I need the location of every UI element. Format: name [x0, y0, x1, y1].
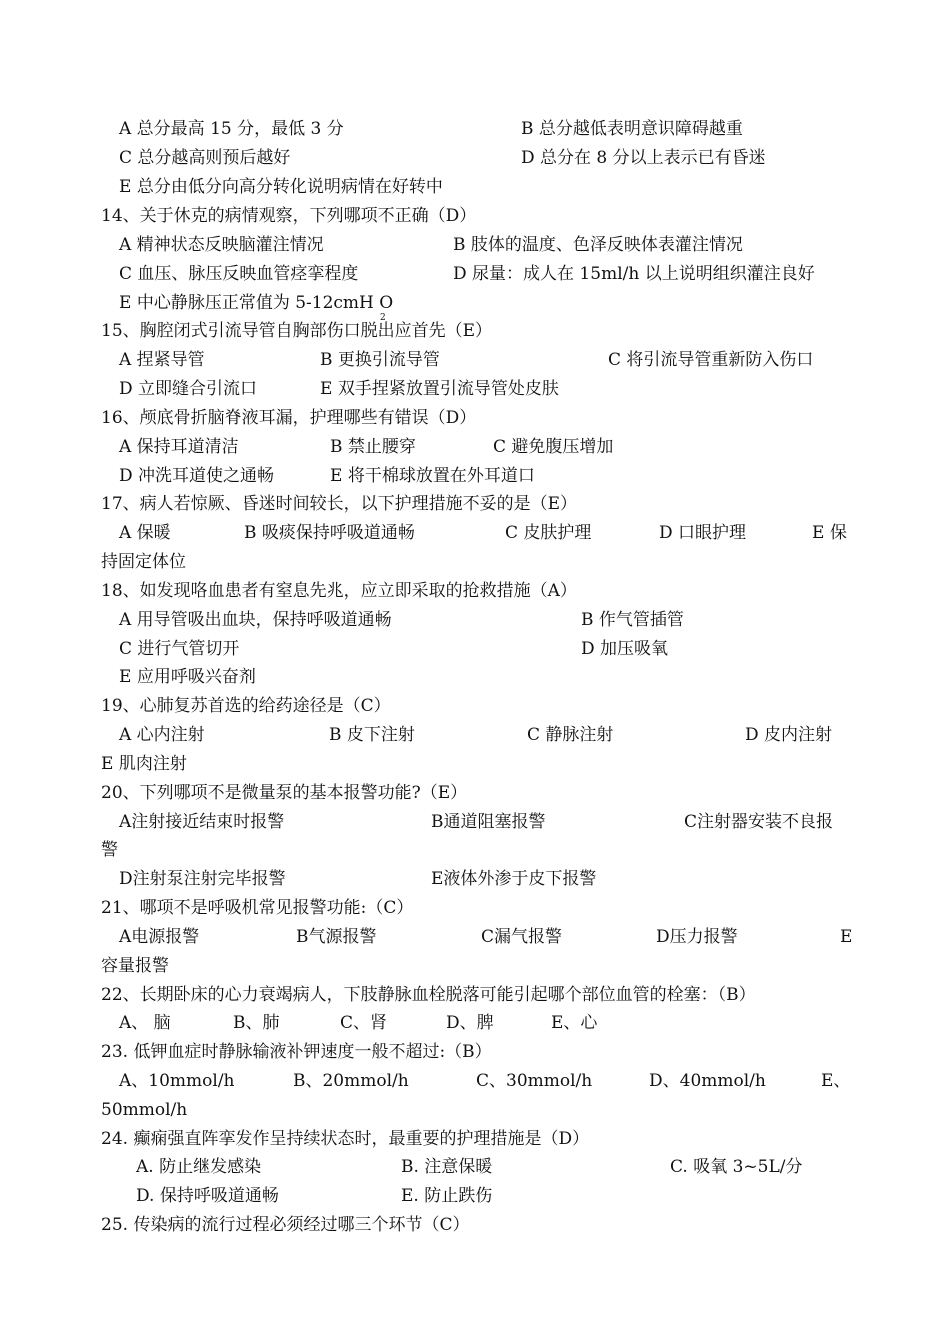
option-line: E. 防止跌伤 [401, 1186, 493, 1206]
option-line: E [840, 927, 853, 947]
option-line: E 将干棉球放置在外耳道口 [330, 466, 535, 486]
option-line: D 立即缝合引流口 [119, 379, 258, 399]
option-line: C 总分越高则预后越好 [119, 148, 291, 168]
option-line: 50mmol/h [101, 1100, 188, 1120]
option-line: E 应用呼吸兴奋剂 [119, 667, 256, 687]
subscript-mark: 2 [380, 313, 386, 323]
option-line: C、肾 [340, 1013, 388, 1033]
option-line: D 尿量：成人在 15ml/h 以上说明组织灌注良好 [453, 264, 815, 284]
question-line: 17、病人若惊厥、昏迷时间较长，以下护理措施不妥的是（E） [101, 494, 578, 514]
option-line: D压力报警 [656, 927, 738, 947]
option-line: A注射接近结束时报警 [119, 812, 285, 832]
question-line: 19、心肺复苏首选的给药途径是（C） [101, 696, 391, 716]
option-line: E 双手捏紧放置引流导管处皮肤 [320, 379, 559, 399]
option-line: A、 脑 [119, 1013, 171, 1033]
option-line: C 皮肤护理 [505, 523, 592, 543]
option-line: B、肺 [233, 1013, 280, 1033]
option-line: D、脾 [446, 1013, 494, 1033]
option-line: 持固定体位 [101, 552, 186, 572]
option-line: B 皮下注射 [329, 725, 415, 745]
option-line: C 静脉注射 [527, 725, 614, 745]
option-line: B 禁止腰穿 [330, 437, 416, 457]
option-line: A 总分最高 15 分，最低 3 分 [119, 119, 344, 139]
option-line: C 避免腹压增加 [493, 437, 614, 457]
option-line: B 总分越低表明意识障碍越重 [521, 119, 743, 139]
question-line: 24. 癫痫强直阵挛发作呈持续状态时，最重要的护理措施是（D） [101, 1129, 590, 1149]
question-line: 18、如发现咯血患者有窒息先兆，应立即采取的抢救措施（A） [101, 581, 577, 601]
option-line: D 皮内注射 [745, 725, 833, 745]
option-line: C 血压、脉压反映血管痉挛程度 [119, 264, 359, 284]
question-line: 14、关于休克的病情观察，下列哪项不正确（D） [101, 206, 477, 226]
option-line: B通道阻塞报警 [431, 812, 546, 832]
option-line: D 加压吸氧 [581, 639, 669, 659]
option-line: E、心 [551, 1013, 598, 1033]
option-line: B气源报警 [296, 927, 377, 947]
question-line: 20、下列哪项不是微量泵的基本报警功能?（E） [101, 783, 468, 803]
option-line: E 肌肉注射 [101, 754, 187, 774]
option-line: D. 保持呼吸道通畅 [136, 1186, 279, 1206]
option-line: 警 [101, 840, 118, 860]
option-line: C漏气报警 [481, 927, 563, 947]
option-line: E、 [821, 1071, 851, 1091]
option-line: C 将引流导管重新防入伤口 [608, 350, 814, 370]
option-line: C、30mmol/h [476, 1071, 593, 1091]
question-line: 22、长期卧床的心力衰竭病人，下肢静脉血栓脱落可能引起哪个部位血管的栓塞：（B） [101, 985, 756, 1005]
option-line: C注射器安装不良报 [684, 812, 834, 832]
question-line: 15、胸腔闭式引流导管自胸部伤口脱出应首先（E） [101, 321, 493, 341]
option-line: D 总分在 8 分以上表示已有昏迷 [521, 148, 766, 168]
option-line: B 吸痰保持呼吸道通畅 [244, 523, 415, 543]
option-line: D注射泵注射完毕报警 [119, 869, 286, 889]
option-line: E 中心静脉压正常值为 5-12cmH O [119, 293, 394, 313]
option-line: 容量报警 [101, 956, 169, 976]
question-line: 25. 传染病的流行过程必须经过哪三个环节（C） [101, 1215, 470, 1235]
option-line: B 肢体的温度、色泽反映体表灌注情况 [453, 235, 743, 255]
option-line: A 心内注射 [119, 725, 205, 745]
option-line: A 用导管吸出血块，保持呼吸道通畅 [119, 610, 392, 630]
option-line: A 捏紧导管 [119, 350, 205, 370]
option-line: B、20mmol/h [293, 1071, 409, 1091]
option-line: D 冲洗耳道使之通畅 [119, 466, 275, 486]
option-line: A 精神状态反映脑灌注情况 [119, 235, 324, 255]
option-line: B 更换引流导管 [320, 350, 440, 370]
question-line: 16、颅底骨折脑脊液耳漏，护理哪些有错误（D） [101, 408, 477, 428]
option-line: D、40mmol/h [649, 1071, 766, 1091]
option-line: E 保 [812, 523, 847, 543]
option-line: B 作气管插管 [581, 610, 684, 630]
option-line: E液体外渗于皮下报警 [431, 869, 597, 889]
option-line: D 口眼护理 [659, 523, 747, 543]
option-line: A. 防止继发感染 [136, 1157, 262, 1177]
option-line: A 保持耳道清洁 [119, 437, 239, 457]
option-line: B. 注意保暖 [401, 1157, 493, 1177]
option-line: A、10mmol/h [119, 1071, 235, 1091]
option-line: C 进行气管切开 [119, 639, 240, 659]
option-line: A电源报警 [119, 927, 200, 947]
option-line: A 保暖 [119, 523, 171, 543]
option-line: C. 吸氧 3~5L/分 [670, 1157, 803, 1177]
question-line: 21、哪项不是呼吸机常见报警功能:（C） [101, 898, 414, 918]
option-line: E 总分由低分向高分转化说明病情在好转中 [119, 177, 443, 197]
question-line: 23. 低钾血症时静脉输液补钾速度一般不超过:（B） [101, 1042, 492, 1062]
